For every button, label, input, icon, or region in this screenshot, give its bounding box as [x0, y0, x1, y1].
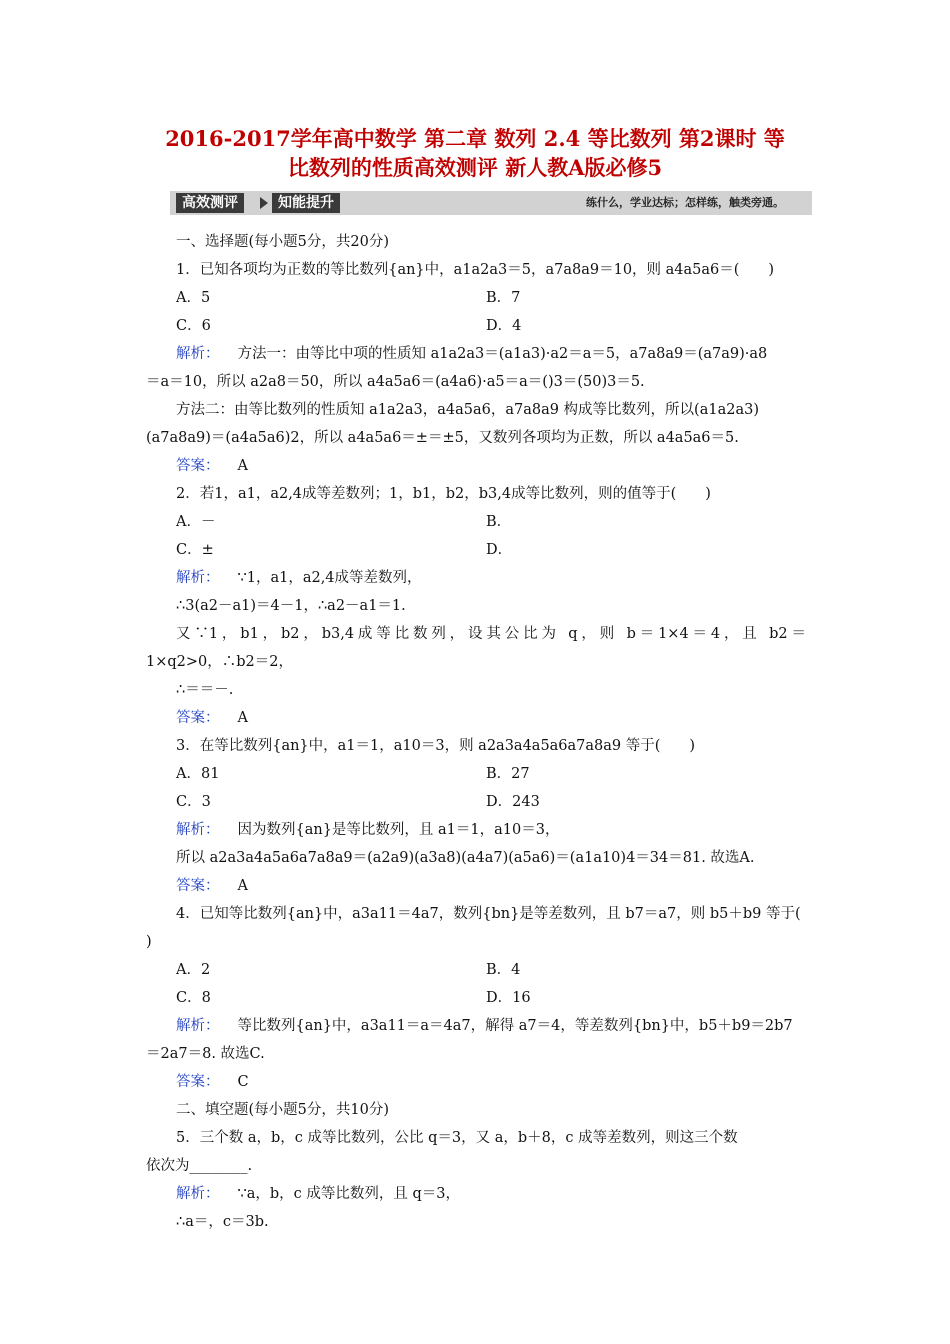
continuation-text: (a7a8a9)＝(a4a5a6)2，所以 a4a5a6＝±＝±5，又数列各项均为正数，所以 a4a5a6＝5. [146, 430, 739, 446]
text-line [176, 592, 806, 620]
document-body [146, 228, 806, 1236]
answer-value: A [237, 710, 248, 726]
text-line [176, 228, 806, 256]
option-row [176, 312, 806, 340]
paragraph-text: 2．若1，a1，a2,4成等差数列；1，b1，b2，b3,4成等比数列，则的值等于( ) [176, 486, 711, 502]
text-line [146, 928, 806, 956]
document-title [120, 124, 830, 182]
option-row [176, 508, 806, 536]
analysis-text: ∵1，a1，a2,4成等差数列， [237, 570, 422, 586]
option-left: A．81 [176, 766, 220, 782]
analysis-label: 解析： [176, 822, 220, 838]
analysis-line [176, 564, 806, 592]
option-right: D．4 [486, 318, 522, 334]
continuation-text: 依次为________. [146, 1158, 253, 1174]
option-right: B．27 [486, 766, 530, 782]
text-line [176, 900, 806, 928]
option-right: D． [486, 542, 513, 558]
analysis-line [176, 816, 806, 844]
analysis-label: 解析： [176, 346, 220, 362]
answer-value: A [237, 878, 248, 894]
title-line-2: 比数列的性质高效测评 新人教A版必修5 [287, 155, 663, 180]
analysis-line [176, 1180, 806, 1208]
option-right: D．243 [486, 794, 540, 810]
option-row [176, 984, 806, 1012]
text-line [176, 844, 806, 872]
continuation-text: ＝a＝10，所以 a2a8＝50，所以 a4a5a6＝(a4a6)·a5＝a＝()3＝(50)3＝5. [146, 374, 645, 390]
answer-line [176, 872, 806, 900]
answer-label: 答案： [176, 878, 220, 894]
analysis-text: 等比数列{an}中，a3a11＝a＝4a7，解得 a7＝4，等差数列{bn}中，b5＋b9＝2b7 [237, 1018, 793, 1034]
paragraph-text: 所以 a2a3a4a5a6a7a8a9＝(a2a9)(a3a8)(a4a7)(a5a6)＝(a1a10)4＝34＝81. 故选A. [176, 850, 755, 866]
answer-line [176, 1068, 806, 1096]
analysis-line [176, 340, 806, 368]
analysis-label: 解析： [176, 1186, 220, 1202]
paragraph-text: 方法二：由等比数列的性质知 a1a2a3，a4a5a6，a7a8a9 构成等比数列，所以(a1a2a3) [176, 402, 759, 418]
text-line [176, 732, 806, 760]
text-line [146, 1040, 806, 1068]
option-left: C．3 [176, 794, 211, 810]
paragraph-text: 1．已知各项均为正数的等比数列{an}中，a1a2a3＝5，a7a8a9＝10，则 a4a5a6＝( ) [176, 262, 775, 278]
title-line-1: 2016-2017学年高中数学 第二章 数列 2.4 等比数列 第2课时 等 [165, 126, 785, 151]
text-line [146, 424, 806, 452]
paragraph-text: 二、填空题(每小题5分，共10分) [176, 1102, 389, 1118]
text-line [176, 480, 806, 508]
text-line [146, 648, 806, 676]
option-right: D．16 [486, 990, 531, 1006]
analysis-line [176, 1012, 806, 1040]
justified-text: 又∵1，b1，b2，b3,4成等比数列，设其公比为 q，则 b＝1×4＝4，且 b2＝ [176, 626, 806, 642]
text-line [176, 396, 806, 424]
text-line [176, 676, 806, 704]
option-right: B． [486, 514, 512, 530]
paragraph-text: 一、选择题(每小题5分，共20分) [176, 234, 389, 250]
text-line [176, 1124, 806, 1152]
text-line [146, 1152, 806, 1180]
option-row [176, 956, 806, 984]
analysis-label: 解析： [176, 1018, 220, 1034]
paragraph-text: 3．在等比数列{an}中，a1＝1，a10＝3，则 a2a3a4a5a6a7a8a9 等于( ) [176, 738, 696, 754]
answer-label: 答案： [176, 1074, 220, 1090]
continuation-text: 1×q2>0，∴b2＝2， [146, 654, 293, 670]
banner-tag-assessment: 高效测评 [176, 193, 244, 213]
answer-value: A [237, 458, 248, 474]
option-left: C．6 [176, 318, 211, 334]
answer-line [176, 704, 806, 732]
option-left: A．5 [176, 290, 211, 306]
chevron-right-icon [260, 197, 268, 209]
option-left: C．8 [176, 990, 211, 1006]
answer-value: C [237, 1074, 249, 1090]
analysis-text: 方法一：由等比中项的性质知 a1a2a3＝(a1a3)·a2＝a＝5，a7a8a9＝(a7a9)·a8 [237, 346, 768, 362]
section-banner [170, 191, 812, 215]
continuation-text: ＝2a7＝8. 故选C. [146, 1046, 265, 1062]
text-line [176, 1208, 806, 1236]
text-line [176, 620, 806, 648]
analysis-label: 解析： [176, 570, 220, 586]
paragraph-text: ∴3(a2－a1)＝4－1，∴a2－a1＝1. [176, 598, 406, 614]
option-right: B．7 [486, 290, 521, 306]
option-row [176, 536, 806, 564]
answer-label: 答案： [176, 458, 220, 474]
analysis-text: 因为数列{an}是等比数列，且 a1＝1，a10＝3， [237, 822, 560, 838]
text-line [176, 256, 806, 284]
banner-motto: 练什么，学业达标；怎样练，触类旁通。 [586, 196, 784, 209]
option-row [176, 760, 806, 788]
paragraph-text: 5．三个数 a，b，c 成等比数列，公比 q＝3，又 a，b＋8，c 成等差数列，则这三个数 [176, 1130, 738, 1146]
text-line [146, 368, 806, 396]
answer-label: 答案： [176, 710, 220, 726]
answer-line [176, 452, 806, 480]
analysis-text: ∵a，b，c 成等比数列，且 q＝3， [237, 1186, 460, 1202]
option-left: A．－ [176, 514, 216, 530]
option-row [176, 284, 806, 312]
paragraph-text: 4．已知等比数列{an}中，a3a11＝4a7，数列{bn}是等差数列，且 b7＝a7，则 b5＋b9 等于( [176, 906, 801, 922]
text-line [176, 1096, 806, 1124]
option-left: C．± [176, 542, 214, 558]
option-left: A．2 [176, 962, 211, 978]
option-row [176, 788, 806, 816]
paragraph-text: ∴＝＝－. [176, 682, 234, 698]
option-right: B．4 [486, 962, 521, 978]
paragraph-text: ∴a＝，c＝3b. [176, 1214, 269, 1230]
banner-tag-improvement: 知能提升 [272, 193, 340, 213]
continuation-text: ) [146, 934, 152, 950]
